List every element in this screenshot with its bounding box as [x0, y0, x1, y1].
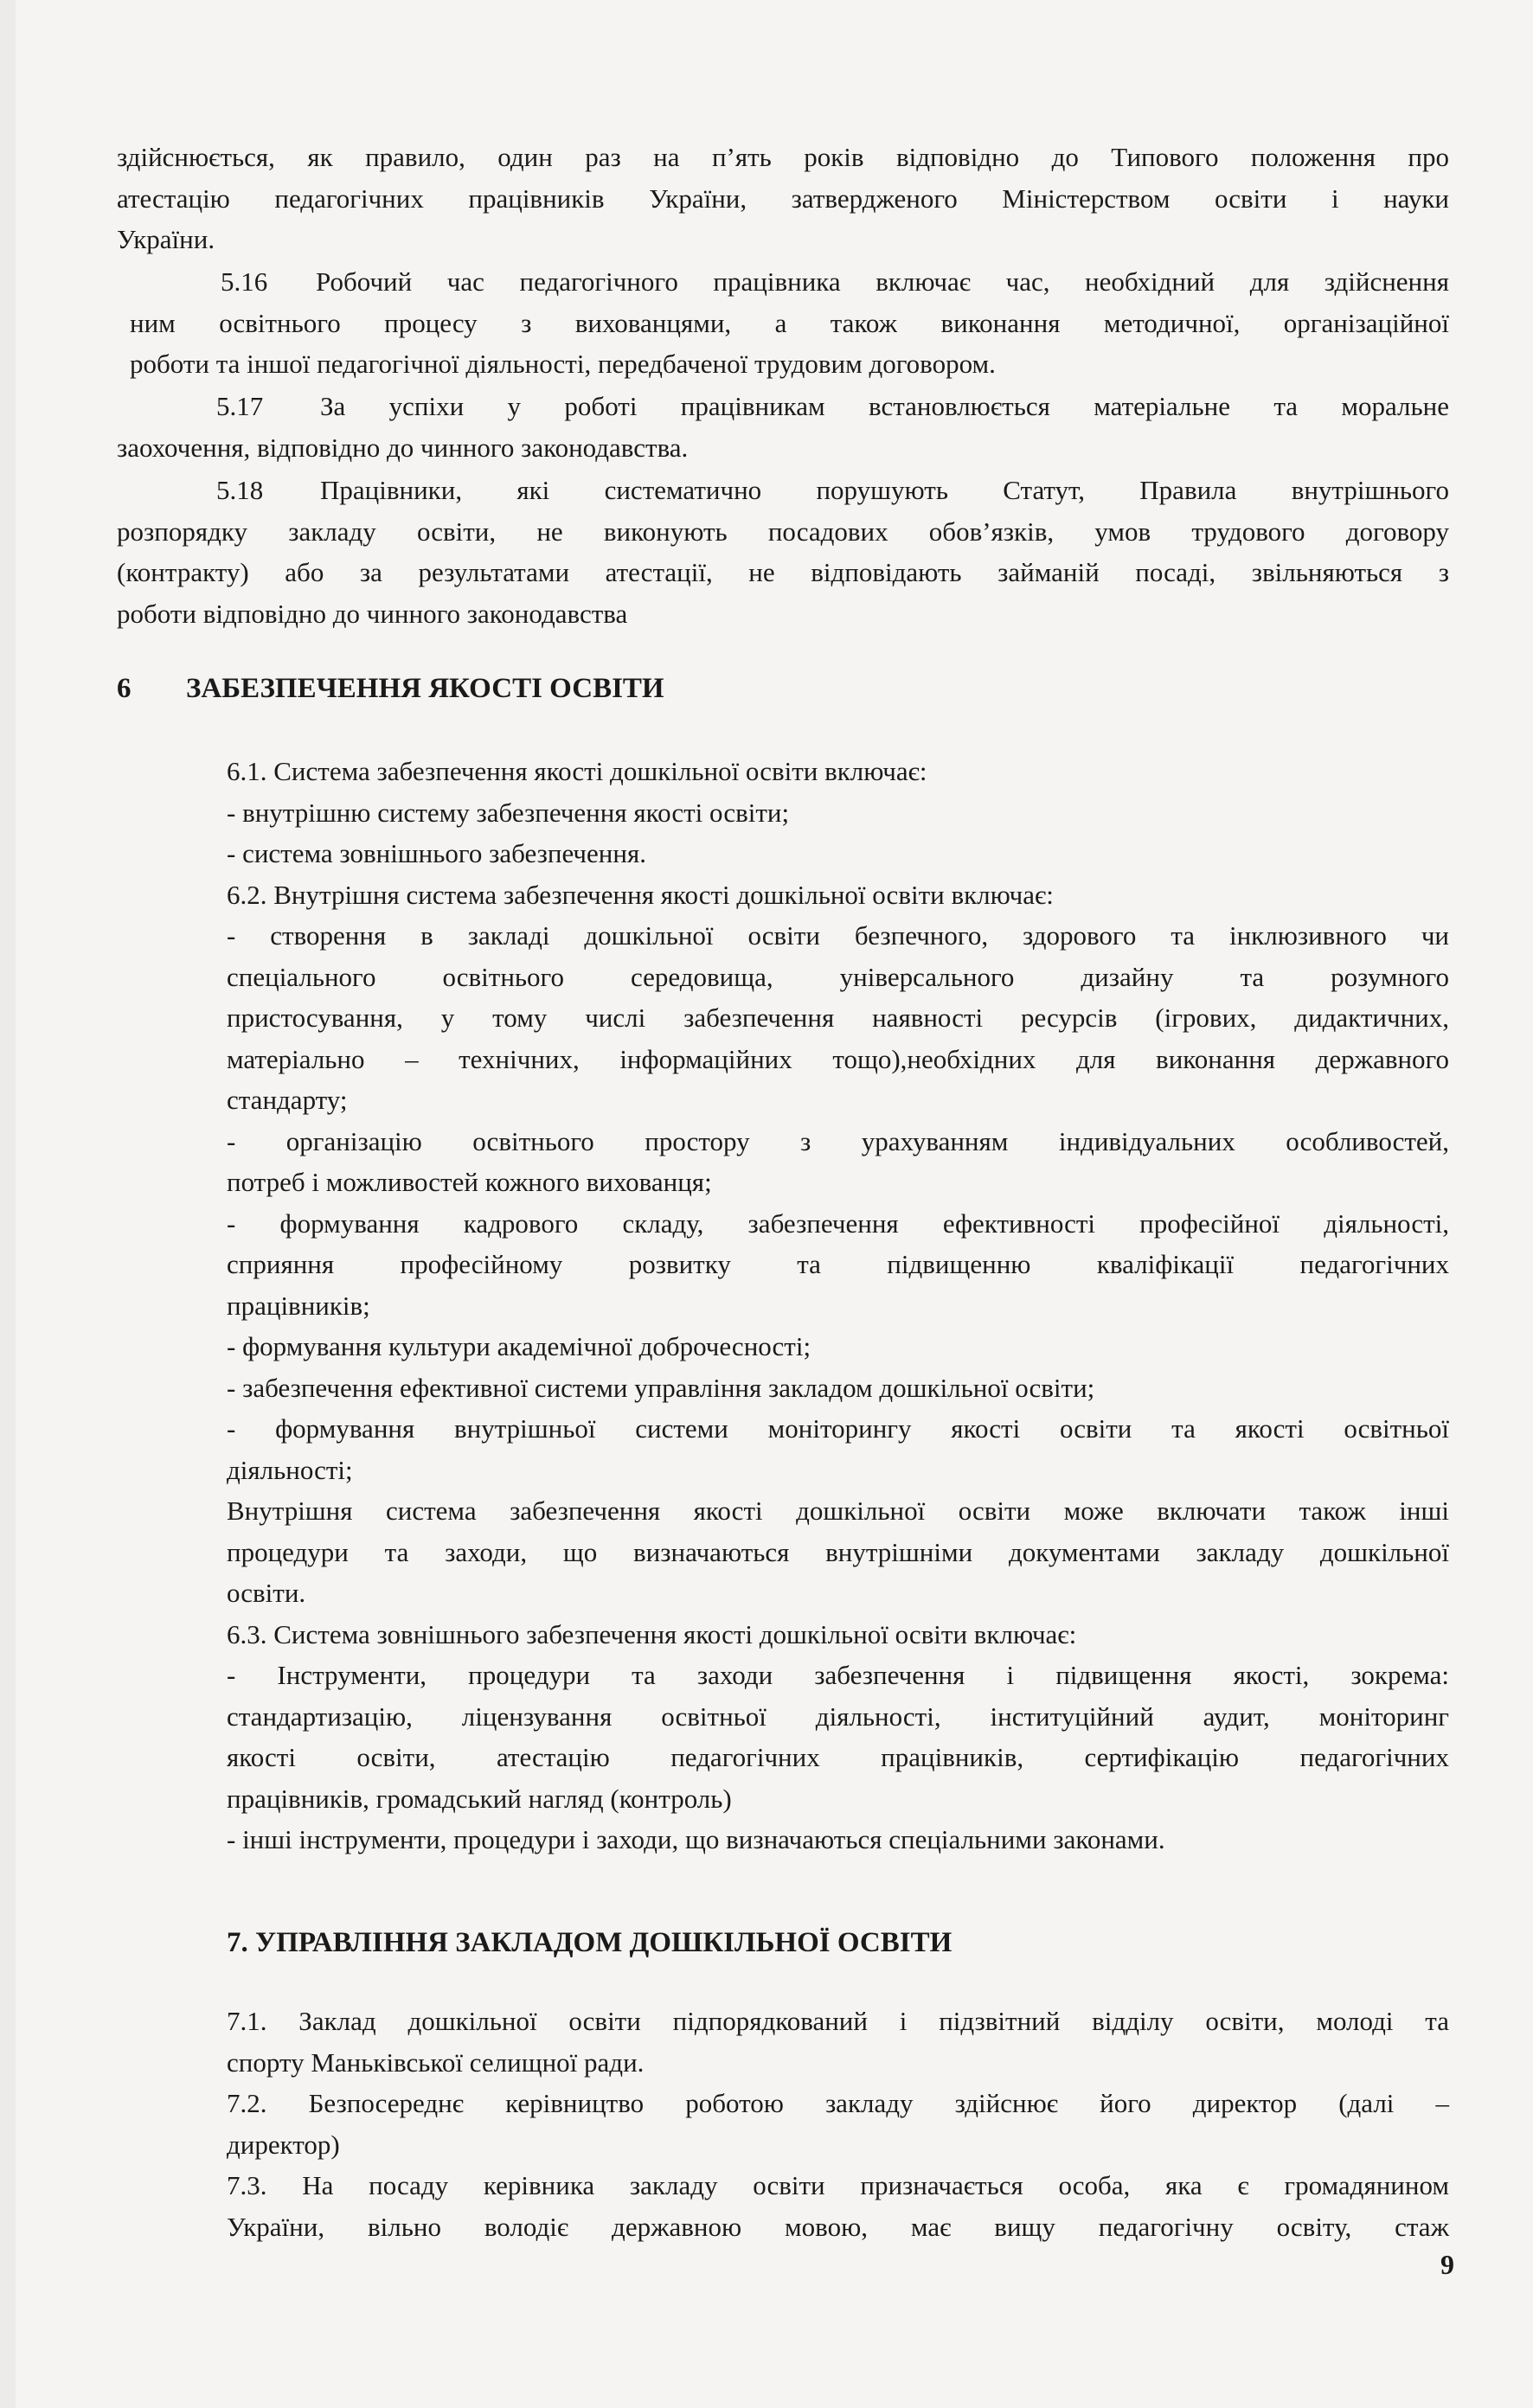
- text-line: працівників;: [227, 1290, 370, 1321]
- text-line: матеріально – технічних, інформаційних тощо),необхідних для виконання державного: [227, 1043, 1449, 1074]
- page-edge: [0, 0, 16, 2408]
- text-line: України.: [117, 224, 215, 254]
- text-line: процедури та заходи, що визначаються внутрішніми документами закладу дошкільної: [227, 1536, 1449, 1567]
- text-line: 6.3. Система зовнішнього забезпечення якості дошкільної освіти включає:: [227, 1618, 1077, 1649]
- text-line: діяльності;: [227, 1454, 353, 1485]
- text-line: розпорядку закладу освіти, не виконують посадових обов’язків, умов трудового договору: [117, 516, 1449, 547]
- text-line: роботи відповідно до чинного законодавства: [117, 598, 628, 629]
- text-line: якості освіти, атестацію педагогічних працівників, сертифікацію педагогічних: [227, 1742, 1449, 1772]
- paragraph-continuation: [117, 137, 1449, 260]
- text-line: здійснюється, як правило, один раз на п’ять років відповідно до Типового положення про: [117, 142, 1449, 172]
- text-line: роботи та іншої педагогічної діяльності, передбаченої трудовим договором.: [130, 349, 996, 379]
- clause-number: 5.18: [216, 475, 264, 505]
- clause-5-16: [130, 261, 1449, 385]
- text-line: ним освітнього процесу з вихованцями, а також виконання методичної, організаційної: [130, 307, 1449, 338]
- text-line: (контракту) або за результатами атестації, не відповідають займаній посаді, звільняються з: [117, 557, 1449, 587]
- text-line: працівників, громадський нагляд (контроль): [227, 1783, 732, 1814]
- text-line: 6.2. Внутрішня система забезпечення якості дошкільної освіти включає:: [227, 879, 1054, 910]
- text-line: - система зовнішнього забезпечення.: [227, 838, 646, 868]
- text-line: спорту Маньківської селищної ради.: [227, 2046, 645, 2078]
- text-line: пристосування, у тому числі забезпечення наявності ресурсів (ігрових, дидактичних,: [227, 1002, 1449, 1033]
- section-7-heading: [227, 1922, 952, 1963]
- section-6-body: [227, 751, 1449, 1860]
- text-line: [130, 261, 1449, 303]
- text-line: - Інструменти, процедури та заходи забезпечення і підвищення якості, зокрема:: [227, 1660, 1449, 1690]
- text-line: - забезпечення ефективної системи управління закладом дошкільної освіти;: [227, 1372, 1095, 1403]
- page-number: 9: [1440, 2249, 1454, 2280]
- text-line: 7.3. На посаду керівника закладу освіти призначається особа, яка є громадянином: [227, 2170, 1449, 2200]
- clause-text: За успіхи у роботі працівникам встановлюється матеріальне та моральне: [320, 391, 1449, 421]
- clause-5-17: [117, 386, 1449, 468]
- text-line: України, вільно володіє державною мовою, має вищу педагогічну освіту, стаж: [227, 2211, 1449, 2242]
- clause-text: Працівники, які систематично порушують Статут, Правила внутрішнього: [320, 475, 1449, 505]
- section-title: ЗАБЕЗПЕЧЕННЯ ЯКОСТІ ОСВІТИ: [186, 673, 664, 704]
- clause-text: Робочий час педагогічного працівника включає час, необхідний для здійснення: [316, 266, 1449, 297]
- text-line: заохочення, відповідно до чинного законодавства.: [117, 432, 689, 463]
- text-line: - створення в закладі дошкільної освіти безпечного, здорового та інклюзивного чи: [227, 920, 1449, 951]
- text-line: стандартизацію, ліцензування освітньої діяльності, інституційний аудит, моніторинг: [227, 1700, 1449, 1732]
- text-line: потреб і можливостей кожного вихованця;: [227, 1167, 712, 1197]
- text-line: директор): [227, 2129, 340, 2160]
- text-line: сприяння професійному розвитку та підвищенню кваліфікації педагогічних: [227, 1249, 1449, 1279]
- clause-5-18: [117, 470, 1449, 634]
- text-line: - формування кадрового складу, забезпечення ефективності професійної діяльності,: [227, 1207, 1449, 1239]
- text-line: 7.2. Безпосереднє керівництво роботою закладу здійснює його директор (далі –: [227, 2088, 1449, 2118]
- section-title: 7. УПРАВЛІННЯ ЗАКЛАДОМ ДОШКІЛЬНОЇ ОСВІТИ: [227, 1927, 953, 1958]
- text-line: - внутрішню систему забезпечення якості освіти;: [227, 797, 790, 828]
- text-line: освіти.: [227, 1578, 306, 1608]
- clause-number: 5.16: [221, 266, 268, 297]
- text-line: [117, 386, 1449, 427]
- text-line: - формування культури академічної доброчесності;: [227, 1331, 811, 1361]
- text-line: - інші інструменти, процедури і заходи, що визначаються спеціальними законами.: [227, 1824, 1165, 1854]
- text-line: - організацію освітнього простору з урахуванням індивідуальних особливостей,: [227, 1125, 1449, 1156]
- section-7-body: [227, 2001, 1449, 2247]
- text-line: [117, 470, 1449, 511]
- text-line: 7.1. Заклад дошкільної освіти підпорядкований і підзвітний відділу освіти, молоді та: [227, 2006, 1449, 2036]
- text-line: Внутрішня система забезпечення якості дошкільної освіти може включати також інші: [227, 1495, 1449, 1526]
- clause-number: 5.17: [216, 391, 264, 421]
- section-number: 6: [117, 673, 131, 704]
- text-line: атестацію педагогічних працівників України, затвердженого Міністерством освіти і науки: [117, 183, 1449, 214]
- section-6-heading: [117, 668, 664, 709]
- text-line: спеціального освітнього середовища, універсального дизайну та розумного: [227, 961, 1449, 992]
- text-line: стандарту;: [227, 1085, 348, 1115]
- text-line: - формування внутрішньої системи моніторингу якості освіти та якості освітньої: [227, 1413, 1449, 1444]
- text-line: 6.1. Система забезпечення якості дошкільної освіти включає:: [227, 756, 927, 786]
